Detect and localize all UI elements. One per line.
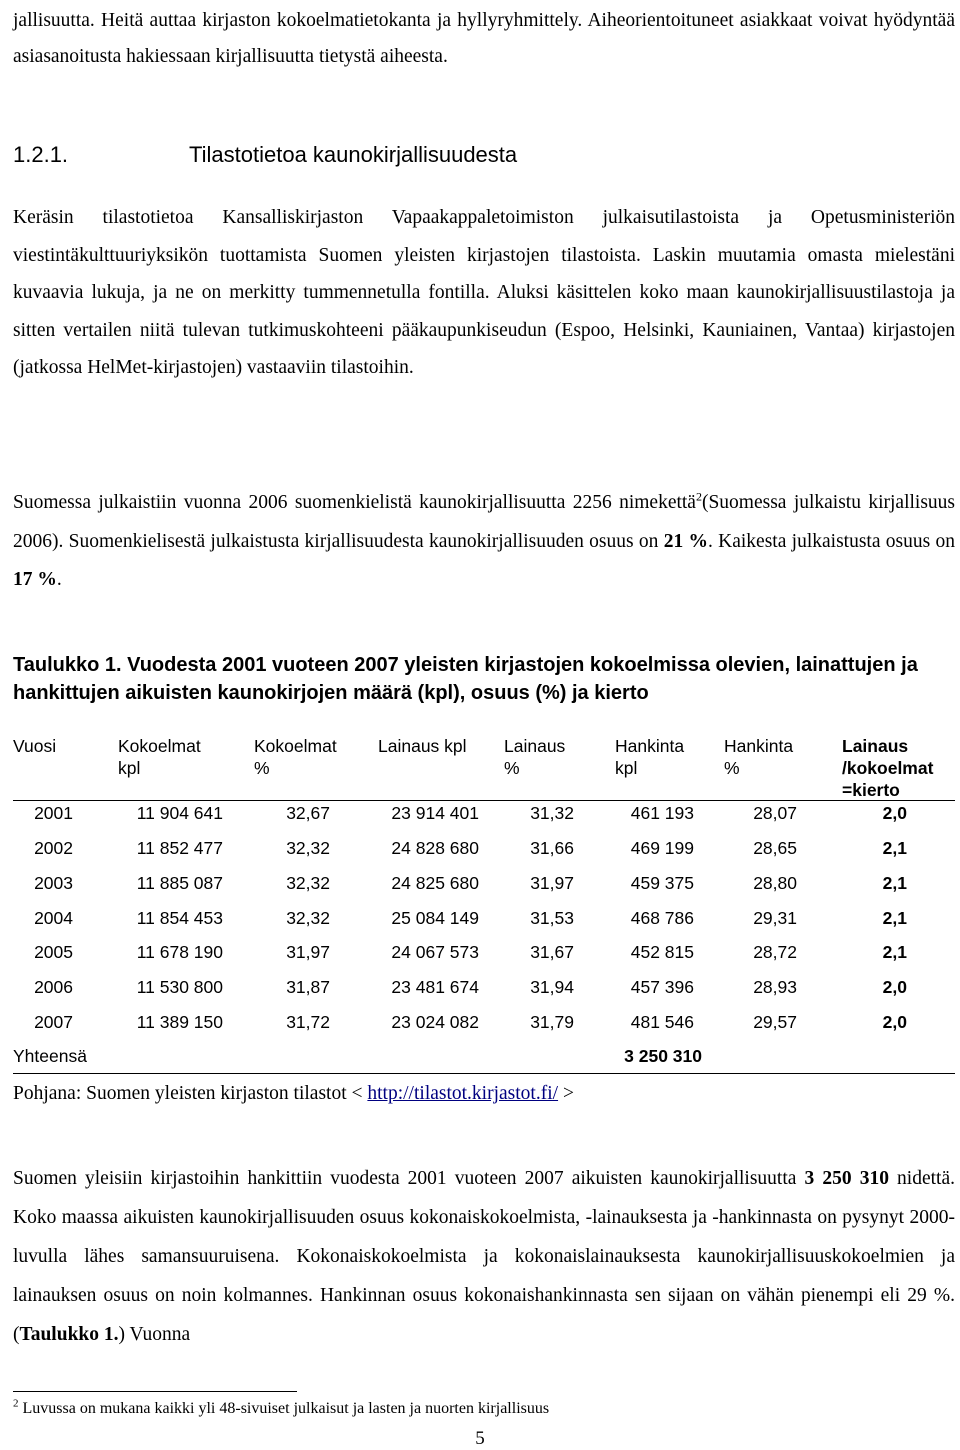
caption-label: Taulukko 1. xyxy=(13,654,122,676)
cell-hankinta-pct: 29,57 xyxy=(753,1012,797,1032)
cell-kokoelmat-kpl: 11 904 641 xyxy=(136,803,223,823)
paragraph-acquisitions xyxy=(13,1159,955,1354)
cell-kokoelmat-pct: 32,67 xyxy=(286,803,330,823)
total-label: Yhteensä xyxy=(13,1046,87,1066)
cell-year: 2001 xyxy=(34,803,73,823)
text-run: . Kaikesta julkaistusta osuus on xyxy=(707,530,956,552)
cell-lainaus-pct: 31,67 xyxy=(530,942,574,962)
cell-year: 2003 xyxy=(34,873,73,893)
footnote-separator xyxy=(13,1391,297,1392)
footnote-number: 2 xyxy=(13,1397,19,1410)
cell-kokoelmat-pct: 32,32 xyxy=(286,838,330,858)
cell-kokoelmat-kpl: 11 852 477 xyxy=(136,838,223,858)
text-run: (Suomessa julkaistu kirjallisuus 2006). Suomenkielisestä julkaistusta kirjallisuudesta kaunokirjallisuuden osuus on xyxy=(13,492,955,552)
header-kokoelmat-pct: Kokoelmat % xyxy=(254,736,337,778)
table-header-rule xyxy=(13,800,955,801)
cell-hankinta-pct: 28,80 xyxy=(753,873,797,893)
cell-kierto: 2,1 xyxy=(882,942,907,962)
cell-kierto: 2,1 xyxy=(882,838,907,858)
bold-value: 3 250 310 xyxy=(804,1168,889,1189)
source-text: Pohjana: Suomen yleisten kirjaston tilastot < xyxy=(13,1083,368,1104)
cell-lainaus-kpl: 25 084 149 xyxy=(391,908,479,928)
cell-lainaus-pct: 31,66 xyxy=(530,838,574,858)
cell-kierto: 2,0 xyxy=(882,803,907,823)
cell-lainaus-pct: 31,94 xyxy=(530,977,574,997)
header-vuosi: Vuosi xyxy=(13,736,57,756)
cell-hankinta-pct: 28,93 xyxy=(753,977,797,997)
cell-year: 2005 xyxy=(34,942,73,962)
cell-kokoelmat-kpl: 11 854 453 xyxy=(136,908,223,928)
cell-lainaus-kpl: 24 825 680 xyxy=(391,873,479,893)
source-text: > xyxy=(558,1083,574,1104)
section-title: Tilastotietoa kaunokirjallisuudesta xyxy=(189,142,518,167)
cell-kokoelmat-kpl: 11 678 190 xyxy=(136,942,223,962)
cell-kokoelmat-pct: 31,87 xyxy=(286,977,330,997)
intro-paragraph: jallisuutta. Heitä auttaa kirjaston kokoelmatietokanta ja hyllyryhmittely. Aiheorientoituneet asiakkaat voivat hyödyntää asiasanoitusta hakiessaan kirjallisuutta tietystä aiheesta. xyxy=(13,10,955,67)
table-bottom-rule xyxy=(13,1073,955,1074)
source-link[interactable]: http://tilastot.kirjastot.fi/ xyxy=(367,1083,559,1104)
paragraph-publishing-stats xyxy=(13,484,955,600)
cell-hankinta-pct: 28,65 xyxy=(753,838,797,858)
cell-year: 2002 xyxy=(34,838,73,858)
cell-hankinta-kpl: 469 199 xyxy=(630,838,694,858)
bold-value: Taulukko 1. xyxy=(19,1324,119,1345)
cell-lainaus-pct: 31,97 xyxy=(530,873,574,893)
caption-text: Vuodesta 2001 vuoteen 2007 yleisten kirjastojen kokoelmissa olevien, lainattujen ja hankittujen aikuisten kaunokirjojen määrä (kpl), osuus (%) ja kierto xyxy=(13,654,918,704)
section-heading xyxy=(13,142,517,168)
cell-kierto: 2,1 xyxy=(882,908,907,928)
cell-lainaus-kpl: 24 067 573 xyxy=(391,942,479,962)
cell-lainaus-kpl: 23 024 082 xyxy=(391,1012,479,1032)
cell-kokoelmat-pct: 31,97 xyxy=(286,942,330,962)
footnote-text: Luvussa on mukana kaikki yli 48-sivuiset julkaisut ja lasten ja nuorten kirjallisuus xyxy=(18,1400,550,1417)
cell-lainaus-kpl: 23 481 674 xyxy=(391,977,479,997)
header-lainaus-kpl: Lainaus kpl xyxy=(378,736,467,756)
cell-kokoelmat-kpl: 11 885 087 xyxy=(136,873,223,893)
cell-hankinta-kpl: 459 375 xyxy=(630,873,694,893)
bold-value: 21 % xyxy=(663,530,708,552)
cell-lainaus-pct: 31,53 xyxy=(530,908,574,928)
cell-lainaus-pct: 31,32 xyxy=(530,803,574,823)
text-run: ) Vuonna xyxy=(118,1324,191,1345)
cell-lainaus-kpl: 24 828 680 xyxy=(391,838,479,858)
cell-hankinta-kpl: 461 193 xyxy=(630,803,694,823)
cell-kokoelmat-pct: 32,32 xyxy=(286,873,330,893)
header-kierto: Lainaus /kokoelmat =kierto xyxy=(842,736,934,800)
cell-kokoelmat-pct: 31,72 xyxy=(286,1012,330,1032)
cell-kokoelmat-kpl: 11 530 800 xyxy=(136,977,223,997)
cell-hankinta-pct: 28,07 xyxy=(753,803,797,823)
cell-kierto: 2,0 xyxy=(882,977,907,997)
text-run: . xyxy=(56,569,62,590)
footnote-ref: 2 xyxy=(695,489,702,504)
cell-kokoelmat-kpl: 11 389 150 xyxy=(136,1012,223,1032)
cell-hankinta-kpl: 452 815 xyxy=(630,942,694,962)
text-run: Suomessa julkaistiin vuonna 2006 suomenkielistä kaunokirjallisuutta 2256 nimekettä xyxy=(13,492,696,513)
bold-value: 17 % xyxy=(13,569,57,590)
cell-year: 2006 xyxy=(34,977,73,997)
text-run: nidettä. Koko maassa aikuisten kaunokirjallisuuden osuus kokonaiskokoelmista, -lainauksesta ja -hankinnasta on pysynyt 2000-luvulla lähes samansuuruisena. Kokonaiskokoelmista ja kokonaislainauksesta kaunokirjallisuuskokoelmien ja lainauksen osuus on noin kolmannes. Hankinnan osuus kokonaishankinnasta sen sijaan on vähän pienempi eli 29 %. ( xyxy=(13,1168,955,1345)
header-hankinta-pct: Hankinta % xyxy=(724,736,794,778)
section-number: 1.2.1. xyxy=(13,142,69,167)
footnote xyxy=(13,1397,550,1418)
header-hankinta-kpl: Hankinta kpl xyxy=(615,736,685,778)
header-kokoelmat-kpl: Kokoelmat kpl xyxy=(118,736,201,778)
cell-lainaus-pct: 31,79 xyxy=(530,1012,574,1032)
header-lainaus-pct: Lainaus % xyxy=(504,736,566,778)
total-value: 3 250 310 xyxy=(624,1046,702,1066)
cell-hankinta-kpl: 468 786 xyxy=(630,908,694,928)
cell-kierto: 2,1 xyxy=(882,873,907,893)
cell-hankinta-pct: 29,31 xyxy=(753,908,797,928)
table-source xyxy=(13,1083,574,1105)
cell-lainaus-kpl: 23 914 401 xyxy=(391,803,479,823)
cell-hankinta-kpl: 481 546 xyxy=(630,1012,694,1032)
cell-kokoelmat-pct: 32,32 xyxy=(286,908,330,928)
table-caption xyxy=(13,651,955,707)
page-number: 5 xyxy=(475,1428,485,1449)
paragraph-statistics-intro: Keräsin tilastotietoa Kansalliskirjaston Vapaakappaletoimiston julkaisutilastoista ja Opetusministeriön viestintäkulttuuriyksikön tuottamista Suomen yleisten kirjastojen tilastoista. Laskin muutamia omasta mielestäni kuvaavia lukuja, ja ne on merkitty tummennetulla fontilla. Aluksi käsittelen koko maan kaunokirjallisuustilastoja ja sitten vertailen niitä tulevan tutkimuskohteeni pääkaupunkiseudun (Espoo, Helsinki, Kauniainen, Vantaa) kirjastojen (jatkossa HelMet-kirjastojen) vastaaviin tilastoihin. xyxy=(13,207,955,378)
cell-kierto: 2,0 xyxy=(882,1012,907,1032)
cell-hankinta-kpl: 457 396 xyxy=(630,977,694,997)
text-run: Suomen yleisiin kirjastoihin hankittiin vuodesta 2001 vuoteen 2007 aikuisten kaunokirjallisuutta xyxy=(13,1168,805,1189)
cell-year: 2007 xyxy=(34,1012,73,1032)
cell-hankinta-pct: 28,72 xyxy=(753,942,797,962)
cell-year: 2004 xyxy=(34,908,73,928)
